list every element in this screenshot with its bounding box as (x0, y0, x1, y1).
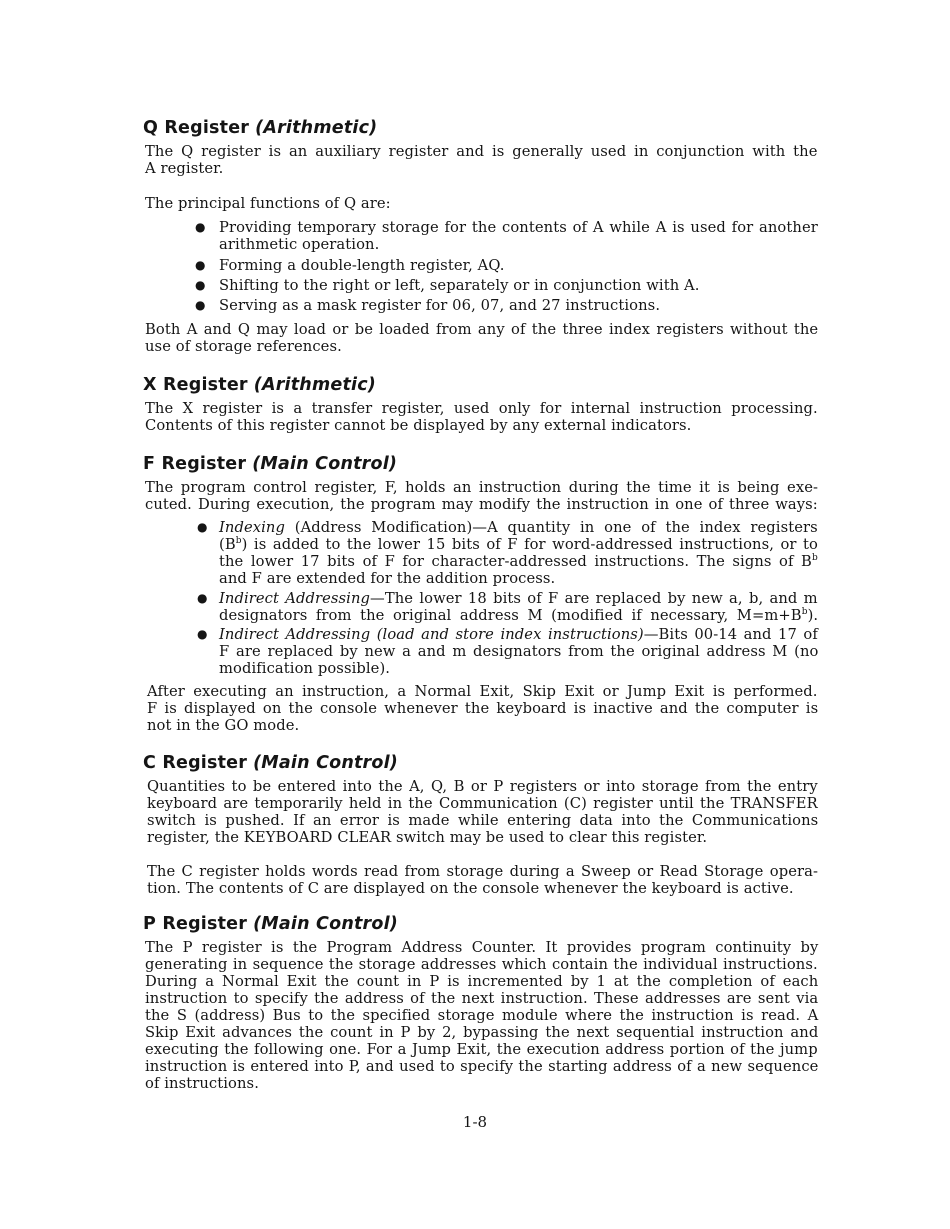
f-register-heading (143, 454, 397, 474)
superscript: b (811, 553, 818, 563)
q-closing-line: Both A and Q may load or be loaded from any of the three index registers without the (145, 321, 819, 338)
q-intro-line: The Q register is an auxiliary register and is generally used in conjunction with the (145, 143, 818, 160)
heading-qualifier: (Main Control) (253, 914, 398, 934)
f-mode-line: and F are extended for the addition process. (219, 570, 556, 587)
heading-text: X Register (143, 375, 248, 395)
q-functions-lead: The principal functions of Q are: (145, 195, 391, 212)
x-register-heading (143, 375, 376, 395)
bullet-icon: ● (195, 298, 206, 312)
f-closing-line: not in the GO mode. (147, 717, 300, 734)
c-para2-line: tion. The contents of C are displayed on the console whenever the keyboard is active. (147, 880, 794, 897)
f-mode-line (219, 536, 818, 553)
bullet-icon: ● (195, 278, 206, 292)
mode-text: the lower 17 bits of F for character-addressed instructions. The signs of B (219, 553, 812, 570)
p-body-line: the S (address) Bus to the specified storage module where the instruction is read. A (145, 1007, 819, 1024)
c-para1-line: keyboard are temporarily held in the Communication (C) register until the TRANSFER (147, 795, 818, 812)
mode-text: —Bits 00-14 and 17 of (643, 626, 818, 643)
q-intro-line: A register. (145, 160, 224, 177)
f-mode-line (219, 519, 818, 536)
q-register-heading (143, 118, 377, 138)
f-intro-line: cuted. During execution, the program may modify the instruction in one of three ways: (145, 496, 818, 513)
p-body-line: generating in sequence the storage addresses which contain the individual instructions. (145, 956, 818, 973)
f-intro-line: The program control register, F, holds an instruction during the time it is being exe- (145, 479, 819, 496)
bullet-icon: ● (195, 258, 206, 272)
p-register-heading (143, 914, 398, 934)
f-mode-line (219, 607, 818, 624)
mode-term: Indexing (219, 519, 285, 536)
c-para1-line: register, the KEYBOARD CLEAR switch may be used to clear this register. (147, 829, 708, 846)
superscript: b (235, 536, 242, 546)
bullet-icon: ● (195, 220, 206, 234)
q-function-item: Providing temporary storage for the contents of A while A is used for another (219, 219, 818, 236)
f-closing-line: After executing an instruction, a Normal Exit, Skip Exit or Jump Exit is performed. (147, 683, 818, 700)
heading-text: F Register (143, 454, 247, 474)
mode-text: —The lower 18 bits of F are replaced by new a, b, and m (370, 590, 818, 607)
heading-text: Q Register (143, 118, 250, 138)
bullet-icon: ● (197, 520, 208, 534)
f-mode-line (219, 553, 818, 570)
mode-term: Indirect Addressing (219, 590, 371, 607)
heading-qualifier: (Main Control) (253, 753, 399, 773)
q-function-item: Forming a double-length register, AQ. (219, 257, 505, 274)
heading-qualifier: (Arithmetic) (253, 375, 376, 395)
p-body-line: The P register is the Program Address Counter. It provides program continuity by (145, 939, 819, 956)
f-closing-line: F is displayed on the console whenever the keyboard is inactive and the computer is (147, 700, 819, 717)
c-para1-line: switch is pushed. If an error is made while entering data into the Communications (147, 812, 819, 829)
heading-text: P Register (143, 914, 248, 934)
bullet-icon: ● (197, 591, 208, 605)
c-register-heading (143, 753, 398, 773)
f-mode-line (219, 626, 818, 643)
heading-qualifier: (Main Control) (252, 454, 398, 474)
bullet-icon: ● (197, 627, 208, 641)
x-body-line: The X register is a transfer register, used only for internal instruction processing. (145, 400, 818, 417)
f-mode-line: F are replaced by new a and m designators from the original address M (no (219, 643, 819, 660)
mode-term: Indirect Addressing (load and store index instructions) (219, 626, 644, 643)
superscript: b (801, 607, 808, 617)
q-function-item: Serving as a mask register for 06, 07, and 27 instructions. (219, 297, 661, 314)
heading-text: C Register (143, 753, 248, 773)
p-body-line: Skip Exit advances the count in P by 2, bypassing the next sequential instruction and (145, 1024, 819, 1041)
q-function-item: arithmetic operation. (219, 236, 380, 253)
heading-qualifier: (Arithmetic) (255, 118, 378, 138)
mode-text: ). (807, 607, 819, 624)
x-body-line: Contents of this register cannot be displayed by any external indicators. (145, 417, 692, 434)
p-body-line: During a Normal Exit the count in P is incremented by 1 at the completion of each (145, 973, 819, 990)
q-closing-line: use of storage references. (145, 338, 342, 355)
f-mode-line: modification possible). (219, 660, 391, 677)
mode-text: (Address Modification)—A quantity in one of the index registers (285, 519, 818, 536)
p-body-line: instruction to specify the address of the next instruction. These addresses are sent via (145, 990, 819, 1007)
c-para2-line: The C register holds words read from storage during a Sweep or Read Storage opera- (147, 863, 819, 880)
q-function-item: Shifting to the right or left, separately or in conjunction with A. (219, 277, 700, 294)
mode-text: designators from the original address M (modified if necessary, M=m+B (219, 607, 802, 624)
p-body-line: of instructions. (145, 1075, 259, 1092)
p-body-line: executing the following one. For a Jump Exit, the execution address portion of the jump (145, 1041, 818, 1058)
mode-text: ) is added to the lower 15 bits of F for word-addressed instructions, or to (241, 536, 818, 553)
c-para1-line: Quantities to be entered into the A, Q, B or P registers or into storage from the entry (147, 778, 818, 795)
mode-text: (B (219, 536, 236, 553)
p-body-line: instruction is entered into P, and used to specify the starting address of a new sequence (145, 1058, 819, 1075)
page-number: 1-8 (462, 1113, 488, 1131)
f-mode-line (219, 590, 818, 607)
